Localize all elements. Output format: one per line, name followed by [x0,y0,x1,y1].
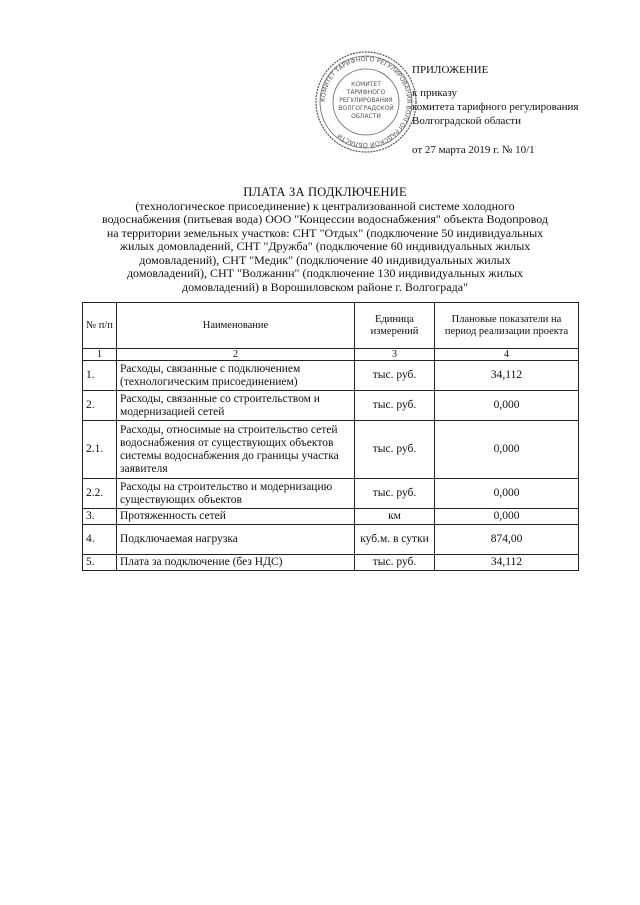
row-value: 0,000 [435,509,579,525]
svg-text:ОБЛАСТИ: ОБЛАСТИ [351,113,381,120]
svg-text:КОМИТЕТ ТАРИФНОГО РЕГУЛИРОВАНИ: КОМИТЕТ ТАРИФНОГО РЕГУЛИРОВАНИЯ ВОЛГОГРАДСКОЙ ОБЛАСТИ [319,55,413,149]
header-number: № п/п [83,303,117,349]
index-cell: 2 [117,349,355,361]
svg-text:ТАРИФНОГО: ТАРИФНОГО [346,89,386,96]
appendix-heading: ПРИЛОЖЕНИЕ [412,64,489,76]
row-value: 34,112 [435,361,579,391]
title-line: домовладений), СНТ "Медик" (подключение 40 индивидуальных жилых [139,252,511,267]
appendix-order-ref: к приказу [412,87,458,99]
row-value: 0,000 [435,391,579,421]
row-unit: тыс. руб. [355,361,435,391]
row-name: Подключаемая нагрузка [117,525,355,555]
header-unit: Единица измерений [355,303,435,349]
table-header-row [83,303,579,349]
table-row [83,361,579,391]
index-cell: 1 [83,349,117,361]
official-seal-graphic [312,48,420,156]
row-unit: тыс. руб. [355,555,435,571]
row-value: 0,000 [435,479,579,509]
row-unit: куб.м. в сутки [355,525,435,555]
row-name: Плата за подключение (без НДС) [117,555,355,571]
row-value: 34,112 [435,555,579,571]
table-index-row [83,349,579,361]
row-name: Расходы, связанные с подключением (технологическим присоединением) [117,361,355,391]
row-number: 2. [83,391,117,421]
header-name: Наименование [117,303,355,349]
title-line: домовладений) в Ворошиловском районе г. Волгограда" [182,279,468,294]
title-line: водоснабжения (питьевая вода) ООО "Концессии водоснабжения" объекта Водопровод [101,212,548,226]
row-value: 874,00 [435,525,579,555]
fee-table [82,302,579,571]
title-line: домовладений), СНТ "Волжанин" (подключение 130 индивидуальных жилых [126,266,524,280]
header-planned-value: Плановые показатели на период реализации проекта [435,303,579,349]
table-row [83,421,579,479]
row-name: Расходы, связанные со строительством и модернизацией сетей [117,391,355,421]
row-unit: км [355,509,435,525]
table-row [83,479,579,509]
row-unit: тыс. руб. [355,391,435,421]
row-name: Расходы на строительство и модернизацию существующих объектов [117,479,355,509]
title-line: на территории земельных участков: СНТ "Отдых" (подключение 50 индивидуальных [106,225,544,240]
appendix-region: Волгоградской области [412,115,521,127]
row-number: 2.1. [83,421,117,479]
svg-text:РЕГУЛИРОВАНИЯ: РЕГУЛИРОВАНИЯ [339,97,393,104]
table-row [83,509,579,525]
document-title [80,186,570,294]
row-number: 2.2. [83,479,117,509]
row-number: 3. [83,509,117,525]
index-cell: 4 [435,349,579,361]
appendix-block [412,63,632,157]
row-number: 1. [83,361,117,391]
row-number: 4. [83,525,117,555]
row-number: 5. [83,555,117,571]
table-row [83,391,579,421]
row-name: Расходы, относимые на строительство сетей водоснабжения от существующих объектов системы водоснабжения до границы участка заявителя [117,421,355,479]
appendix-date: от 27 марта 2019 г. № 10/1 [412,144,535,156]
svg-text:ВОЛГОГРАДСКОЙ: ВОЛГОГРАДСКОЙ [338,105,394,112]
appendix-committee: комитета тарифного регулирования [412,101,579,113]
row-value: 0,000 [435,421,579,479]
title-line: (технологическое присоединение) к централизованной системе холодного [135,198,515,213]
index-cell: 3 [355,349,435,361]
row-name: Протяженность сетей [117,509,355,525]
table-row [83,555,579,571]
svg-text:КОМИТЕТ: КОМИТЕТ [351,81,381,88]
official-seal [312,48,420,156]
title-line: жилых домовладений, СНТ "Дружба" (подключение 60 индивидуальных жилых [119,239,531,253]
row-unit: тыс. руб. [355,479,435,509]
table-row [83,525,579,555]
title-heading: ПЛАТА ЗА ПОДКЛЮЧЕНИЕ [243,185,407,199]
row-unit: тыс. руб. [355,421,435,479]
